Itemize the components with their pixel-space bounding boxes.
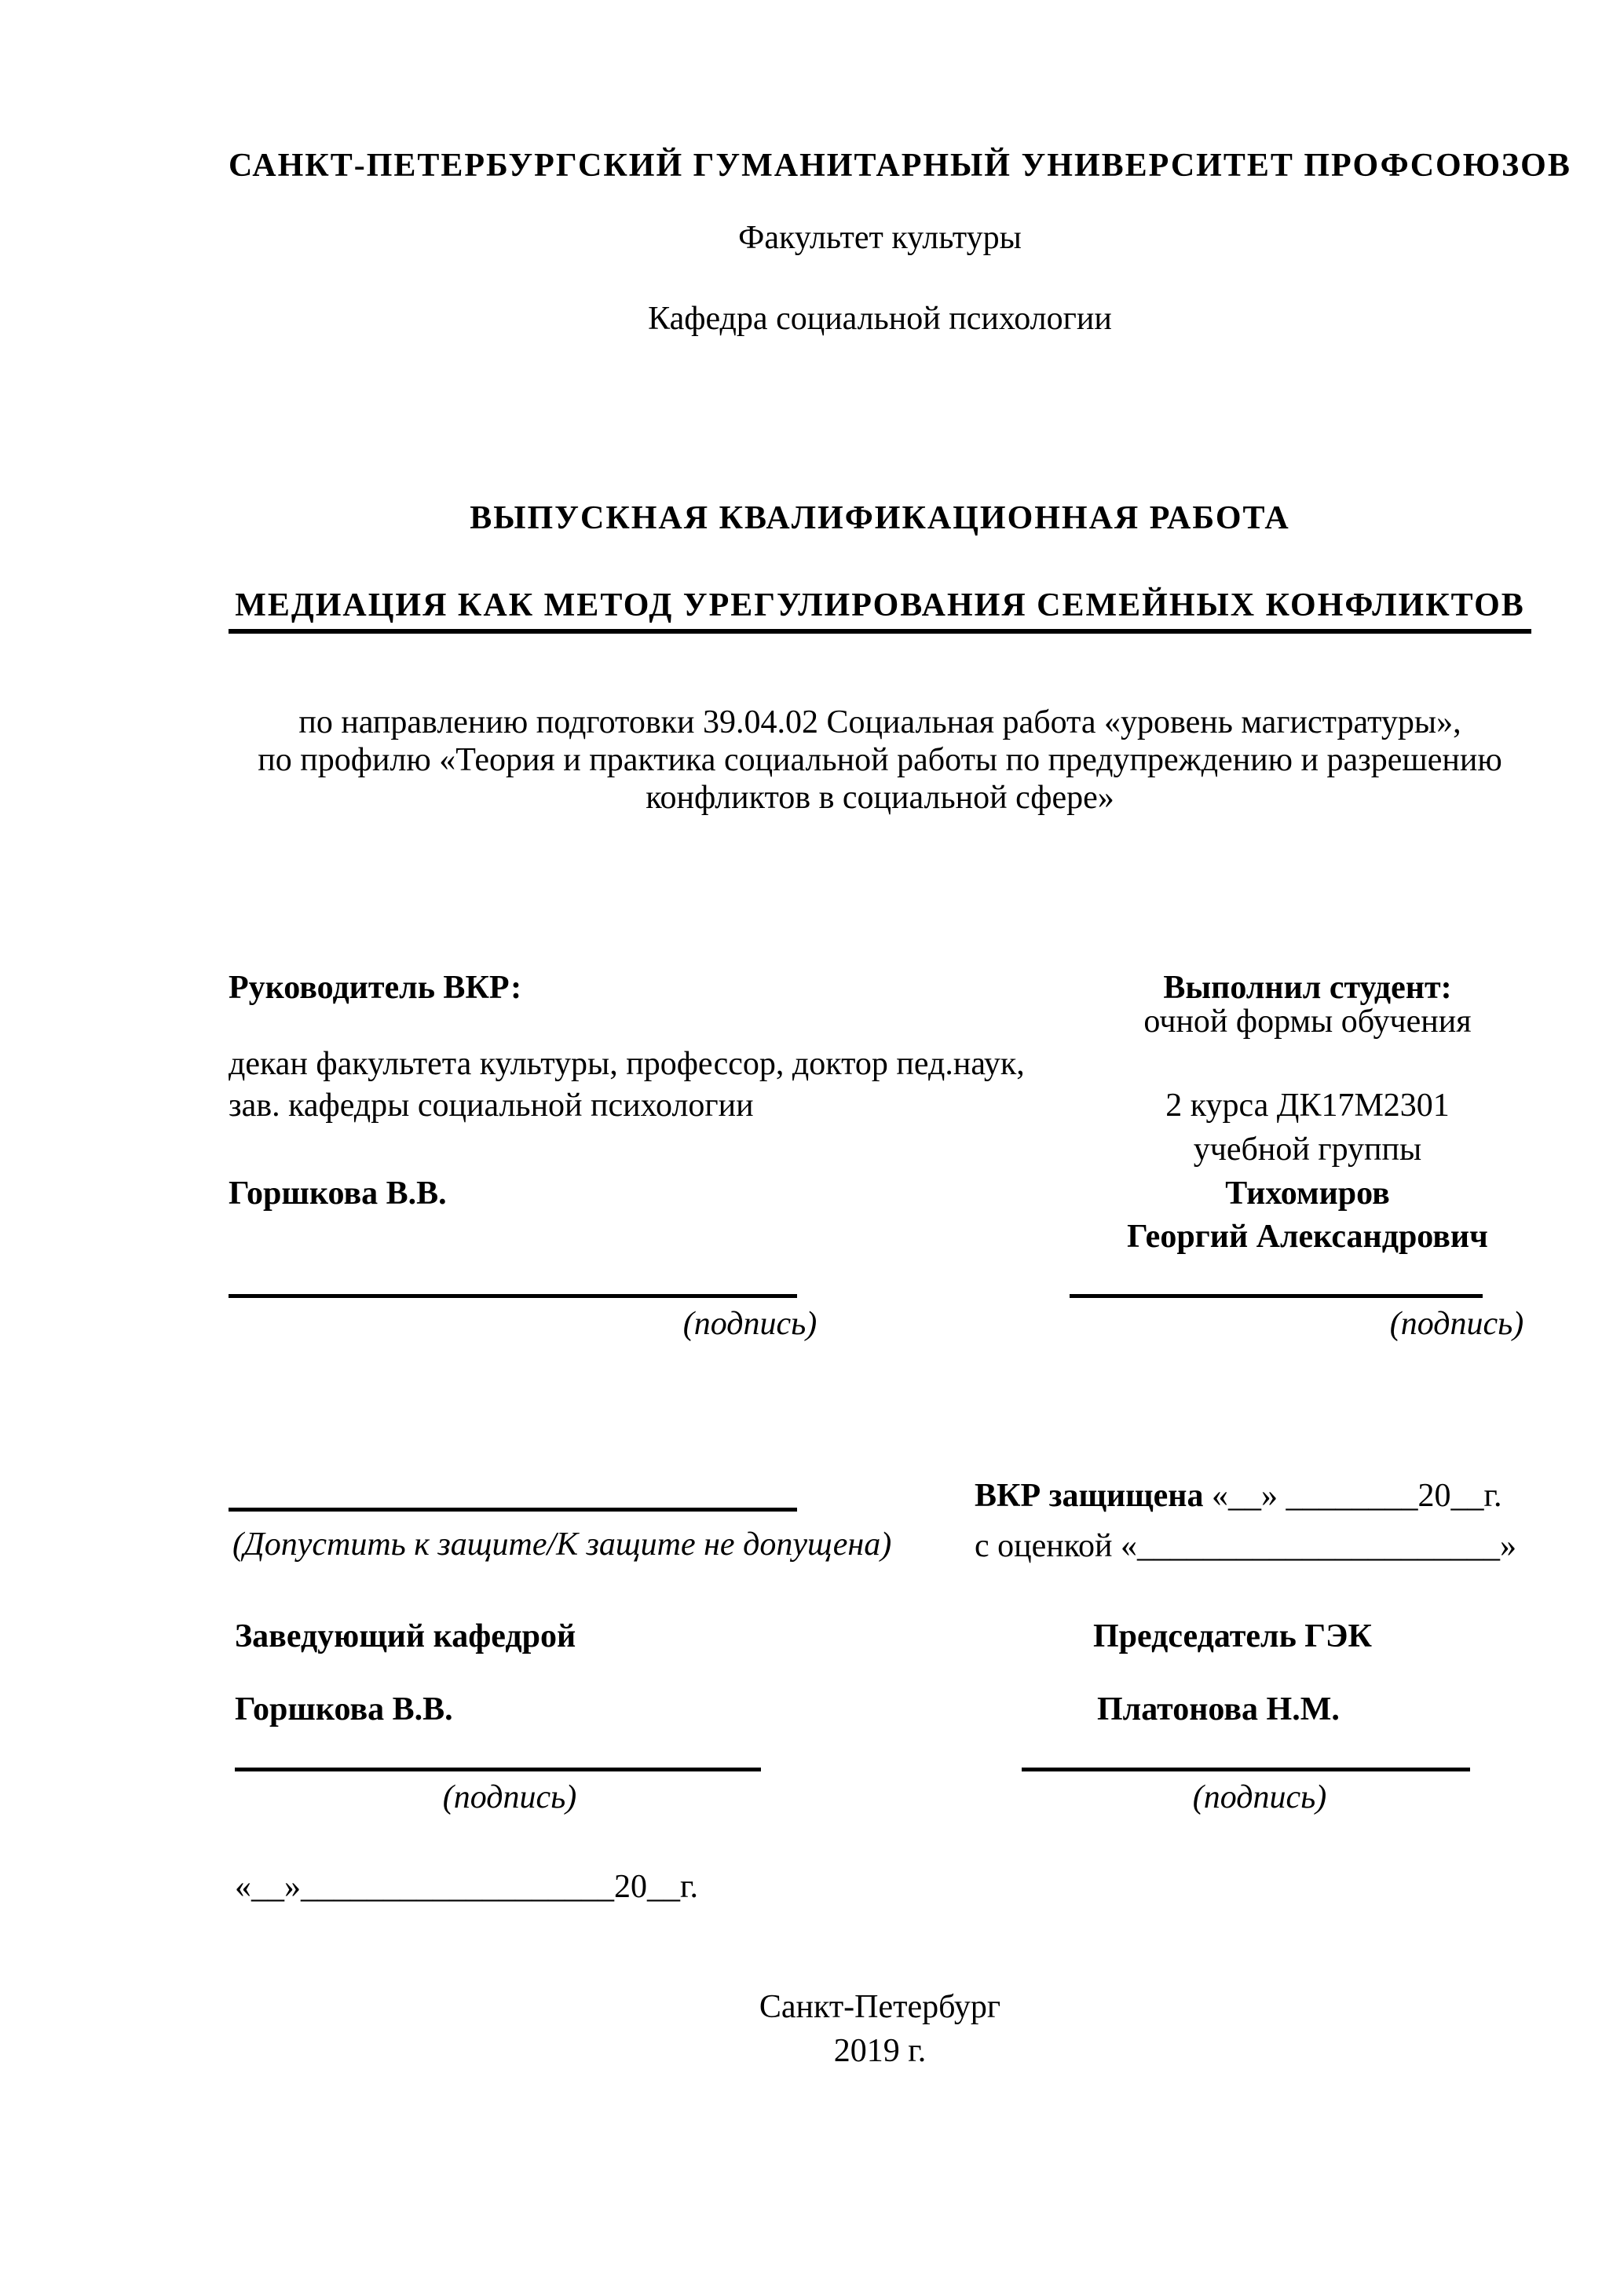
supervisor-signature-caption: (подпись) bbox=[682, 1306, 817, 1342]
department-name: Кафедра социальной психологии bbox=[648, 301, 1112, 337]
student-study-form: очной формы обучения bbox=[1143, 1004, 1472, 1040]
program-line-2: по профилю «Теория и практика социальной работы по предупреждению и разрешению bbox=[258, 742, 1502, 778]
gek-chair-title: Председатель ГЭК bbox=[1093, 1618, 1372, 1654]
program-line-3: конфликтов в социальной сфере» bbox=[646, 780, 1114, 816]
thesis-title: МЕДИАЦИЯ КАК МЕТОД УРЕГУЛИРОВАНИЯ СЕМЕЙНЫХ КОНФЛИКТОВ bbox=[235, 587, 1525, 623]
gek-chair-name: Платонова Н.М. bbox=[1097, 1691, 1340, 1727]
student-surname: Тихомиров bbox=[1225, 1175, 1390, 1212]
defended-label: ВКР защищена bbox=[975, 1478, 1204, 1514]
chair-signature-caption: (подпись) bbox=[1192, 1779, 1327, 1815]
student-group-label: учебной группы bbox=[1193, 1132, 1422, 1168]
student-name-patronymic: Георгий Александрович bbox=[1127, 1219, 1488, 1255]
head-signature-line bbox=[235, 1768, 761, 1771]
chair-signature-line bbox=[1022, 1768, 1470, 1771]
head-of-department-title: Заведующий кафедрой bbox=[235, 1618, 576, 1654]
defended-blanks: «__» ________20__г. bbox=[1203, 1478, 1502, 1514]
thesis-title-underline bbox=[229, 629, 1531, 634]
head-signature-caption: (подпись) bbox=[442, 1779, 577, 1815]
defense-date-line: «__»___________________20__г. bbox=[235, 1869, 698, 1905]
student-heading: Выполнил студент: bbox=[1163, 970, 1452, 1006]
footer-city: Санкт-Петербург bbox=[759, 1989, 1001, 2025]
admission-caption: (Допустить к защите/К защите не допущена) bbox=[232, 1526, 892, 1563]
program-line-1: по направлению подготовки 39.04.02 Социальная работа «уровень магистратуры», bbox=[298, 704, 1461, 740]
supervisor-name: Горшкова В.В. bbox=[229, 1175, 447, 1212]
student-course-group: 2 курса ДК17М2301 bbox=[1165, 1088, 1450, 1124]
head-of-department-name: Горшкова В.В. bbox=[235, 1691, 453, 1727]
grade-line: с оценкой «______________________» bbox=[975, 1528, 1516, 1564]
footer-year: 2019 г. bbox=[833, 2033, 927, 2069]
defended-line bbox=[975, 1477, 1501, 1516]
supervisor-description-line-1: декан факультета культуры, профессор, доктор пед.наук, bbox=[229, 1046, 1025, 1082]
faculty-name: Факультет культуры bbox=[738, 220, 1022, 256]
university-name: САНКТ-ПЕТЕРБУРГСКИЙ ГУМАНИТАРНЫЙ УНИВЕРСИТЕТ ПРОФСОЮЗОВ bbox=[229, 148, 1571, 184]
supervisor-heading: Руководитель ВКР: bbox=[229, 970, 522, 1006]
work-type-heading: ВЫПУСКНАЯ КВАЛИФИКАЦИОННАЯ РАБОТА bbox=[470, 500, 1290, 536]
student-signature-line bbox=[1070, 1294, 1483, 1298]
student-signature-caption: (подпись) bbox=[1389, 1306, 1524, 1342]
supervisor-description-line-2: зав. кафедры социальной психологии bbox=[229, 1088, 754, 1124]
admission-decision-line bbox=[229, 1508, 797, 1512]
supervisor-signature-line bbox=[229, 1294, 797, 1298]
